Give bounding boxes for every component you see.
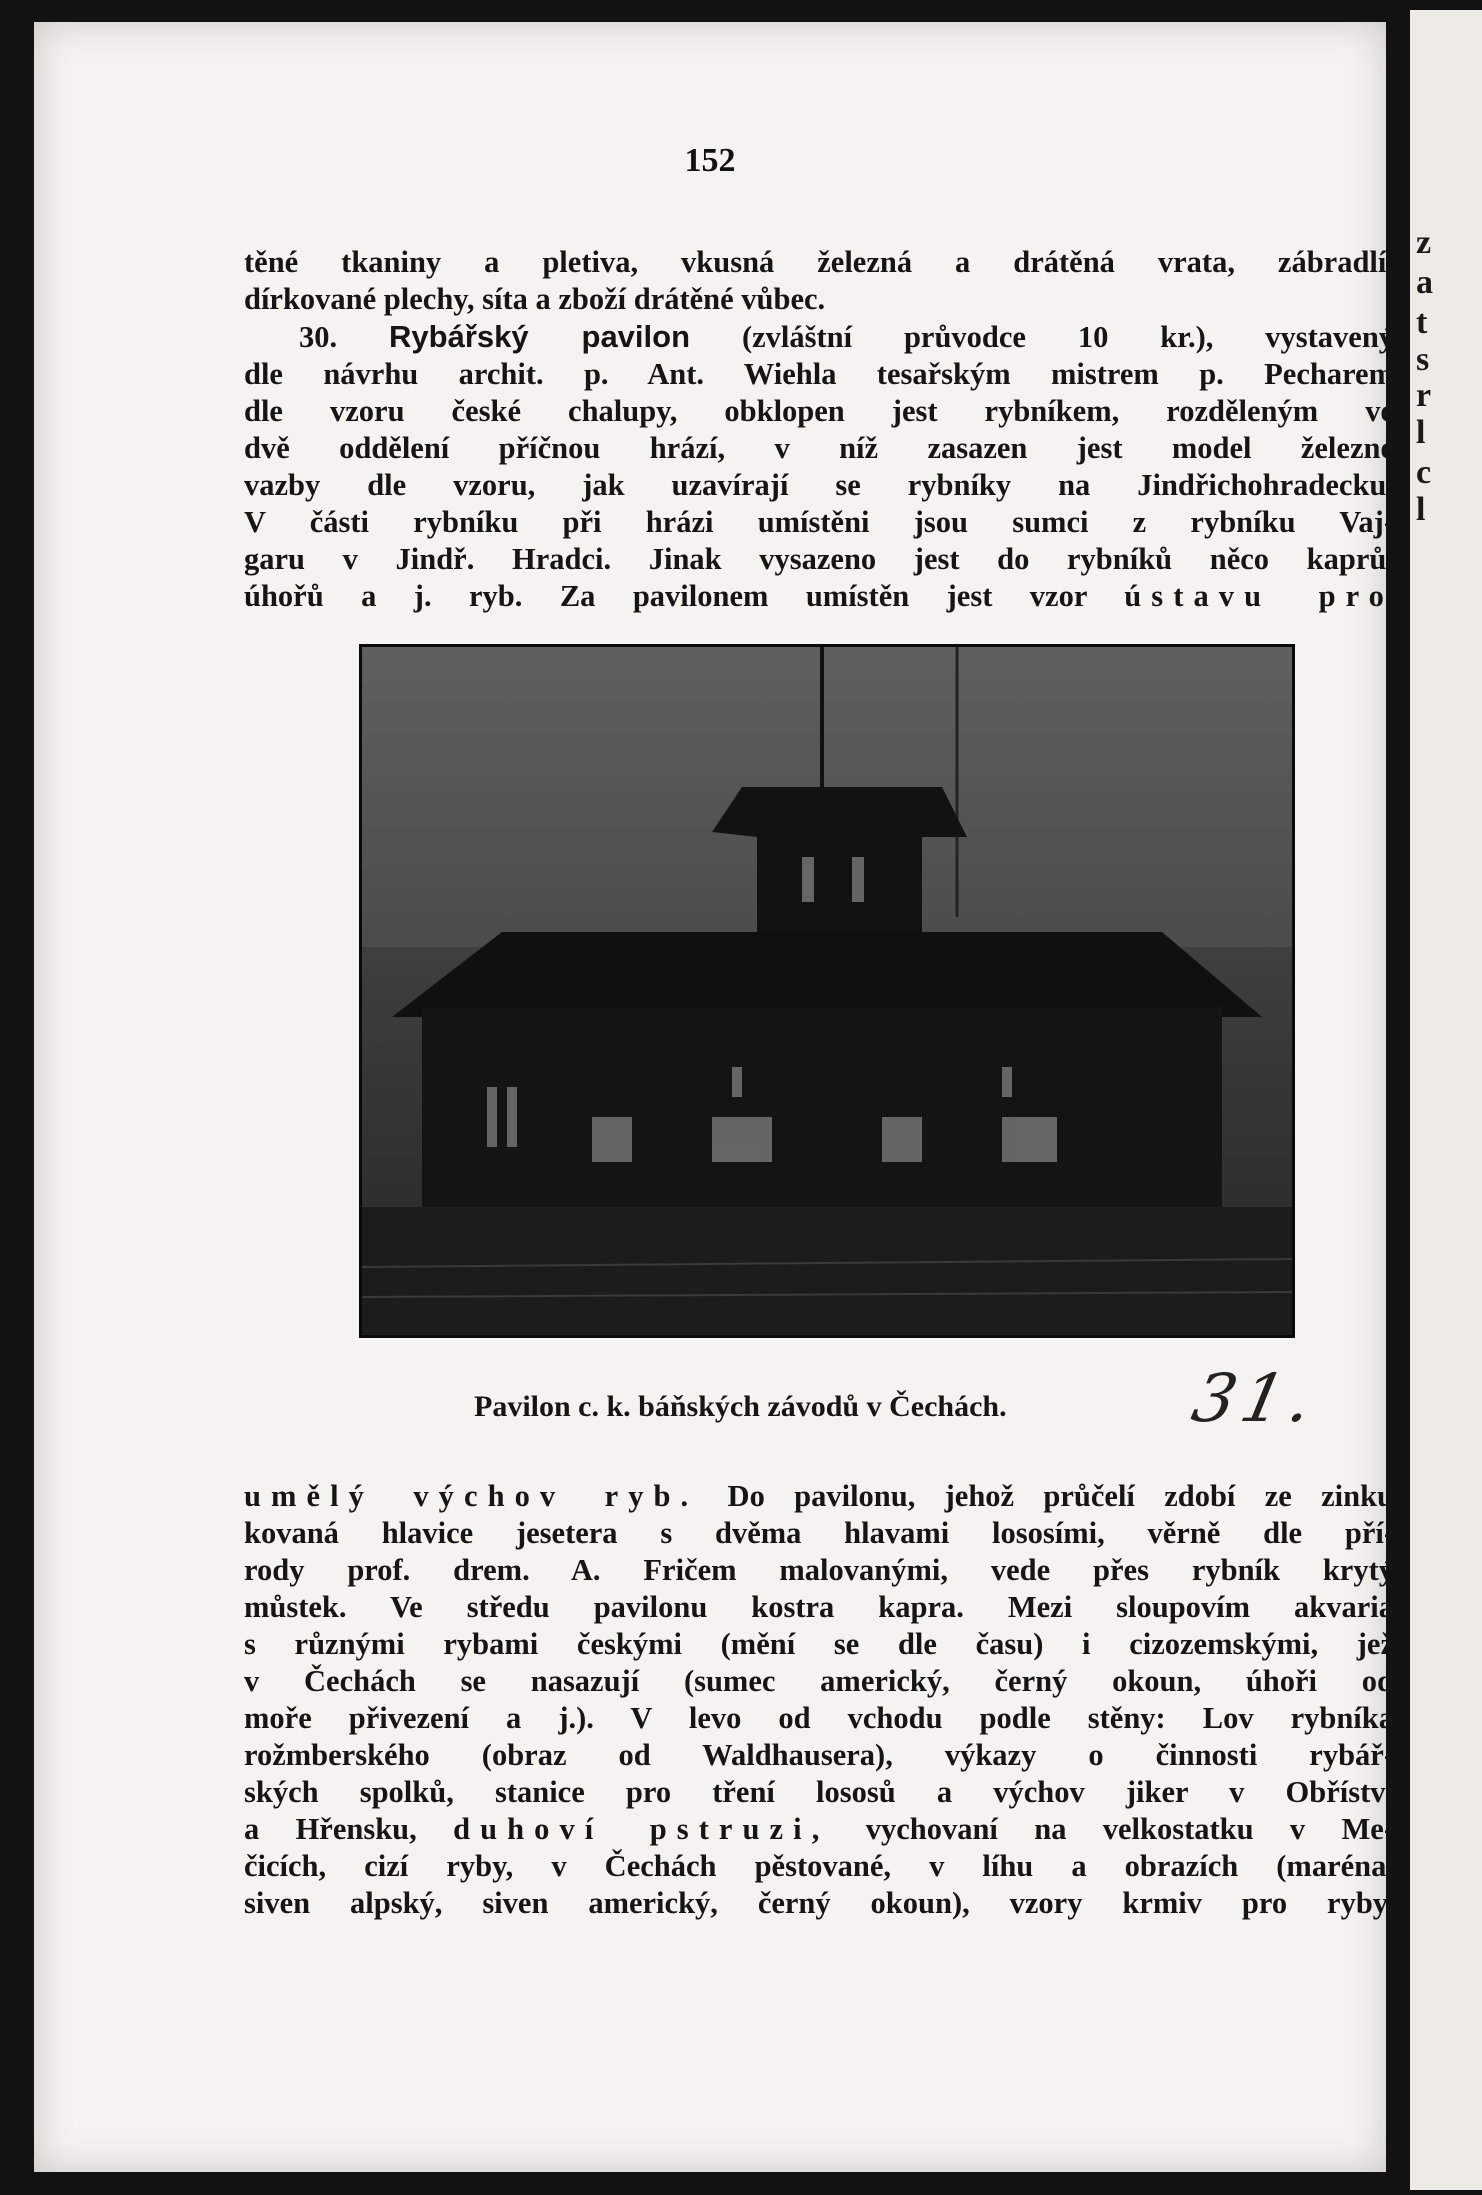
pavilion-illustration xyxy=(362,647,1292,1335)
text-line: dle vzoru české chalupy, obklopen jest rybníkem, rozděleným ve xyxy=(244,394,1394,428)
text-line xyxy=(244,578,1394,615)
spaced-emphasis: ústavu pro xyxy=(1124,579,1394,613)
spaced-emphasis: duhoví pstruzi, xyxy=(453,1812,830,1846)
text-line-rest: Do pavilonu, jehož průčelí zdobí ze zinku xyxy=(727,1479,1394,1513)
text-line: rožmberského (obraz od Waldhausera), výkazy o činnosti rybář- xyxy=(244,1738,1394,1772)
edge-letter: l xyxy=(1416,414,1426,451)
text-line: dírkované plechy, síta a zboží drátěné vůbec. xyxy=(244,282,826,316)
handwritten-number: 31. xyxy=(1185,1360,1326,1437)
text-line-start: a Hřensku, xyxy=(244,1812,417,1846)
text-line: rody prof. drem. A. Fričem malovanými, vede přes rybník krytý xyxy=(244,1553,1394,1587)
section-heading: Rybářský pavilon xyxy=(389,319,691,354)
text-line: moře přivezení a j.). V levo od vchodu podle stěny: Lov rybníka xyxy=(244,1701,1394,1735)
text-line-start: úhořů a j. ryb. Za pavilonem umístěn jest vzor xyxy=(244,579,1087,613)
text-line xyxy=(244,1478,1394,1515)
text-line-rest: vychovaní na velkostatku v Me- xyxy=(865,1812,1394,1846)
text-line: v Čechách se nasazují (sumec americký, černý okoun, úhoři od xyxy=(244,1664,1394,1698)
book-page xyxy=(34,22,1395,2172)
edge-letter: l xyxy=(1416,491,1426,528)
edge-letter: z xyxy=(1416,224,1432,261)
text-line xyxy=(244,1811,1394,1848)
adjacent-page-edge xyxy=(1410,10,1482,2190)
body-text-top xyxy=(244,244,1394,615)
spaced-emphasis: umělý výchov ryb. xyxy=(244,1479,699,1513)
body-text-bottom xyxy=(244,1478,1394,1922)
pavilion-photograph xyxy=(359,644,1295,1338)
text-line: dle návrhu archit. p. Ant. Wiehla tesařským mistrem p. Pecharem xyxy=(244,357,1394,391)
page-number: 152 xyxy=(684,142,736,179)
text-line: V části rybníku při hrázi umístěni jsou sumci z rybníku Vaj- xyxy=(244,505,1394,539)
text-line: vazby dle vzoru, jak uzavírají se rybníky na Jindřichohradecku. xyxy=(244,468,1394,502)
text-line: těné tkaniny a pletiva, vkusná železná a drátěná vrata, zábradlí, xyxy=(244,245,1394,279)
text-line: čicích, cizí ryby, v Čechách pěstované, v líhu a obrazích (maréna, xyxy=(244,1849,1394,1883)
text-line: kovaná hlavice jesetera s dvěma hlavami lososími, věrně dle pří- xyxy=(244,1516,1394,1550)
text-line: dvě oddělení příčnou hrází, v níž zasazen jest model železné xyxy=(244,431,1394,465)
section-heading-rest: (zvláštní průvodce 10 kr.), vystavený xyxy=(741,320,1395,354)
edge-letter: r xyxy=(1416,377,1432,414)
section-heading-line xyxy=(244,318,1394,356)
text-line: siven alpský, siven americký, černý okoun), vzory krmiv pro ryby, xyxy=(244,1886,1394,1920)
edge-letter: t xyxy=(1416,304,1428,341)
figure-caption: Pavilon c. k. báňských závodů v Čechách. xyxy=(474,1390,1007,1423)
text-line: ských spolků, stanice pro tření lososů a výchov jiker v Obříství xyxy=(244,1775,1394,1809)
edge-letter: a xyxy=(1416,264,1433,301)
edge-letter: c xyxy=(1416,454,1432,491)
text-line: garu v Jindř. Hradci. Jinak vysazeno jest do rybníků něco kaprů, xyxy=(244,542,1394,576)
section-number: 30. xyxy=(299,320,338,354)
text-line: s různými rybami českými (mění se dle času) i cizozemskými, jež xyxy=(244,1627,1394,1661)
edge-letter: s xyxy=(1416,341,1430,378)
text-line: můstek. Ve středu pavilonu kostra kapra. Mezi sloupovím akvaria xyxy=(244,1590,1394,1624)
